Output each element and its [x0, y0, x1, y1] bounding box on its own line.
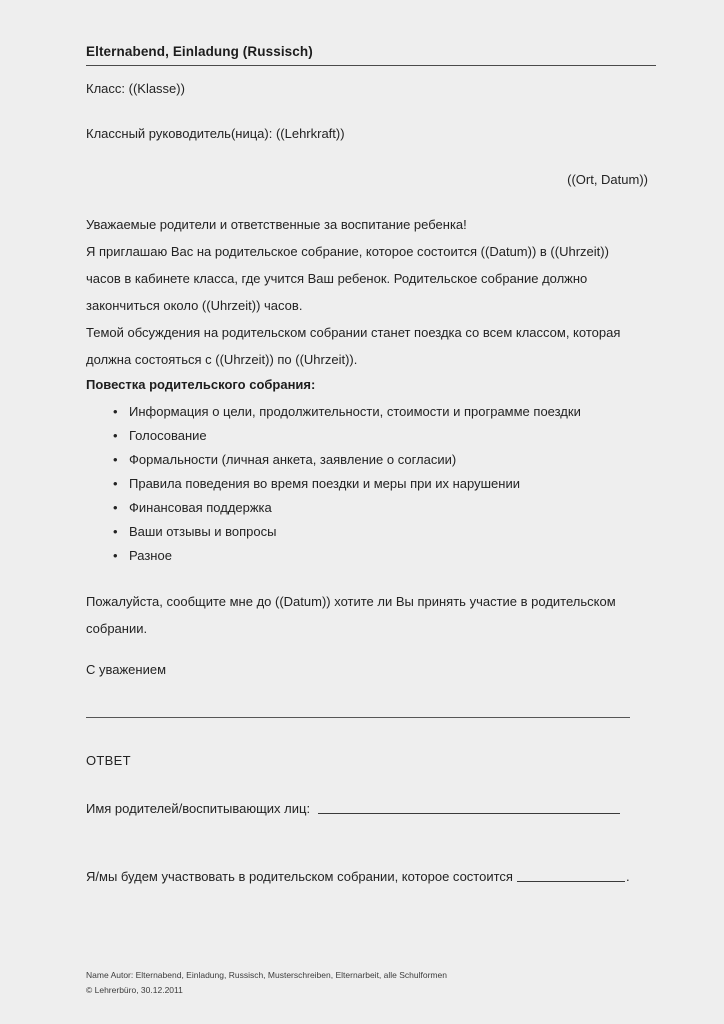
list-item-label: Формальности (личная анкета, заявление о согласии) — [129, 452, 457, 467]
list-item-label: Финансовая поддержка — [129, 500, 272, 515]
reply-heading: ОТВЕТ — [86, 753, 131, 768]
salutation-line: Уважаемые родители и ответственные за воспитание ребенка! — [86, 217, 467, 232]
sign-off-text: С уважением — [86, 662, 167, 677]
list-item — [113, 496, 653, 520]
intro-line-3: закончиться около ((Uhrzeit)) часов. — [86, 298, 303, 313]
bullet-icon: • — [113, 500, 118, 515]
reply-name-input-line[interactable] — [318, 813, 620, 814]
intro-line-4: Темой обсуждения на родительском собрании станет поездка со всем классом, которая — [86, 325, 621, 340]
list-item-label: Правила поведения во время поездки и меры при их нарушении — [129, 476, 520, 491]
title-divider — [86, 65, 656, 66]
agenda-list — [113, 400, 653, 568]
reply-confirm-label: Я/мы будем участвовать в родительском собрании, которое состоится — [86, 869, 513, 884]
list-item-label: Разное — [129, 548, 172, 563]
page-title: Elternabend, Einladung (Russisch) — [86, 44, 313, 59]
bullet-icon: • — [113, 428, 118, 443]
place-date-field: ((Ort, Datum)) — [567, 172, 648, 187]
list-item — [113, 400, 653, 424]
list-item — [113, 472, 653, 496]
bullet-icon: • — [113, 524, 118, 539]
closing-body — [86, 588, 648, 642]
reply-confirm-row — [86, 868, 656, 886]
reply-name-row — [86, 800, 646, 818]
bullet-icon: • — [113, 452, 118, 467]
reply-date-input-line[interactable] — [517, 869, 625, 882]
reply-section-divider — [86, 717, 630, 718]
footer-copyright-line: © Lehrerbüro, 30.12.2011 — [86, 985, 183, 995]
reply-name-label: Имя родителей/воспитывающих лиц: — [86, 801, 311, 816]
agenda-heading: Повестка родительского собрания: — [86, 377, 316, 392]
list-item-label: Информация о цели, продолжительности, стоимости и программе поездки — [129, 404, 581, 419]
class-field: Класс: ((Klasse)) — [86, 81, 185, 96]
list-item — [113, 544, 653, 568]
intro-line-2: часов в кабинете класса, где учится Ваш ребенок. Родительское собрание должно — [86, 271, 588, 286]
intro-line-5: должна состояться с ((Uhrzeit)) по ((Uhrzeit)). — [86, 352, 358, 367]
reply-confirm-suffix: . — [625, 869, 630, 884]
teacher-field: Классный руководитель(ница): ((Lehrkraft)) — [86, 126, 345, 141]
list-item — [113, 520, 653, 544]
footer-author-line: Name Autor: Elternabend, Einladung, Russisch, Musterschreiben, Elternarbeit, alle Schulformen — [86, 970, 447, 980]
bullet-icon: • — [113, 404, 118, 419]
intro-line-1: Я приглашаю Вас на родительское собрание, которое состоится ((Datum)) в ((Uhrzeit)) — [86, 244, 609, 259]
closing-line-2: собрании. — [86, 621, 148, 636]
bullet-icon: • — [113, 548, 118, 563]
intro-body — [86, 211, 648, 373]
list-item — [113, 448, 653, 472]
closing-line-1: Пожалуйста, сообщите мне до ((Datum)) хотите ли Вы принять участие в родительском — [86, 594, 616, 609]
document-footer — [86, 968, 656, 998]
list-item-label: Ваши отзывы и вопросы — [129, 524, 277, 539]
document-header — [86, 44, 656, 66]
list-item-label: Голосование — [129, 428, 207, 443]
bullet-icon: • — [113, 476, 118, 491]
list-item — [113, 424, 653, 448]
